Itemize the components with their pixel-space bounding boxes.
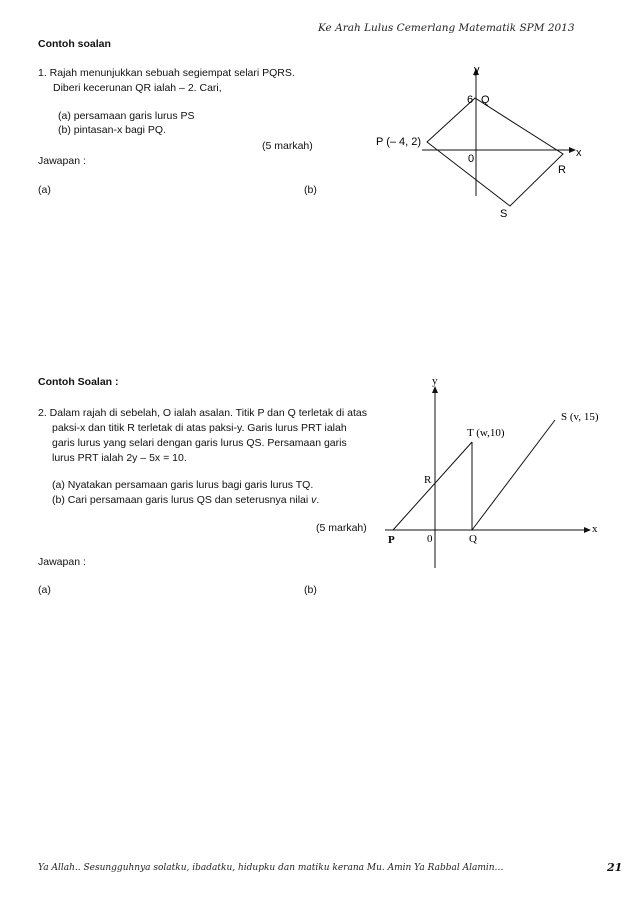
q2-part-b-text: (b) Cari persamaan garis lurus QS dan seterusnya nilai	[52, 494, 312, 506]
q2-line2: paksi-x dan titik R terletak di atas paksi-y. Garis lurus PRT ialah	[52, 422, 347, 434]
q2-label-t: T (w,10)	[467, 427, 505, 439]
q1-label-r: R	[558, 164, 566, 176]
q1-x-arrow	[569, 147, 576, 153]
page-number: 21	[607, 861, 623, 874]
q1-label-q: Q	[481, 94, 490, 106]
page-footer: Ya Allah.. Sesungguhnya solatku, ibadatku, hidupku dan matiku kerana Mu. Amin Ya Rabbal Alamin…	[38, 863, 504, 873]
q2-x-label: x	[592, 523, 598, 535]
q1-part-b: (b) pintasan-x bagi PQ.	[58, 124, 166, 136]
q2-y-arrow	[432, 386, 438, 393]
q2-part-a: (a) Nyatakan persamaan garis lurus bagi garis lurus TQ.	[52, 479, 314, 491]
q1-label-six: 6	[467, 94, 474, 106]
q1-heading: Contoh soalan	[38, 38, 111, 50]
q2-line-prt	[393, 442, 472, 530]
q2-label-s: S (v, 15)	[561, 411, 599, 423]
q2-origin: 0	[427, 533, 433, 545]
q2-part-b-var: v	[311, 494, 317, 506]
q2-line3: garis lurus yang selari dengan garis lurus QS. Persamaan garis	[52, 437, 347, 449]
q2-line1: 2. Dalam rajah di sebelah, O ialah asalan. Titik P dan Q terletak di atas	[38, 407, 367, 419]
q2-label-r: R	[424, 474, 432, 486]
q1-x-label: x	[576, 147, 582, 159]
q2-marks: (5 markah)	[316, 522, 367, 534]
q2-jawapan: Jawapan :	[38, 556, 86, 568]
q2-y-label: y	[432, 375, 438, 387]
q2-answer-b: (b)	[304, 584, 317, 596]
page-header: Ke Arah Lulus Cemerlang Matematik SPM 2013	[318, 22, 575, 34]
q1-origin: 0	[468, 153, 475, 165]
q1-label-s: S	[500, 208, 508, 220]
q2-label-q: Q	[469, 533, 477, 545]
q2-line4: lurus PRT ialah 2y – 5x = 10.	[52, 452, 187, 464]
q1-line1: 1. Rajah menunjukkan sebuah segiempat selari PQRS.	[38, 67, 295, 79]
q1-jawapan: Jawapan :	[38, 155, 86, 167]
q2-part-b	[52, 494, 319, 506]
q1-part-a: (a) persamaan garis lurus PS	[58, 110, 195, 122]
q1-diagram	[370, 60, 610, 225]
q1-label-p: P (– 4, 2)	[376, 136, 422, 148]
q2-label-p: P	[388, 534, 395, 546]
q2-answer-a: (a)	[38, 584, 51, 596]
q1-y-label: y	[474, 64, 480, 76]
q1-marks: (5 markah)	[262, 140, 313, 152]
q2-part-b-end: .	[316, 494, 320, 506]
q1-parallelogram-pqrs	[427, 98, 563, 206]
q1-answer-b: (b)	[304, 184, 317, 196]
q1-line2: Diberi kecerunan QR ialah – 2. Cari,	[53, 82, 222, 94]
q2-x-arrow	[584, 527, 591, 533]
q2-heading: Contoh Soalan :	[38, 376, 119, 388]
q1-answer-a: (a)	[38, 184, 51, 196]
q2-diagram	[385, 370, 615, 570]
